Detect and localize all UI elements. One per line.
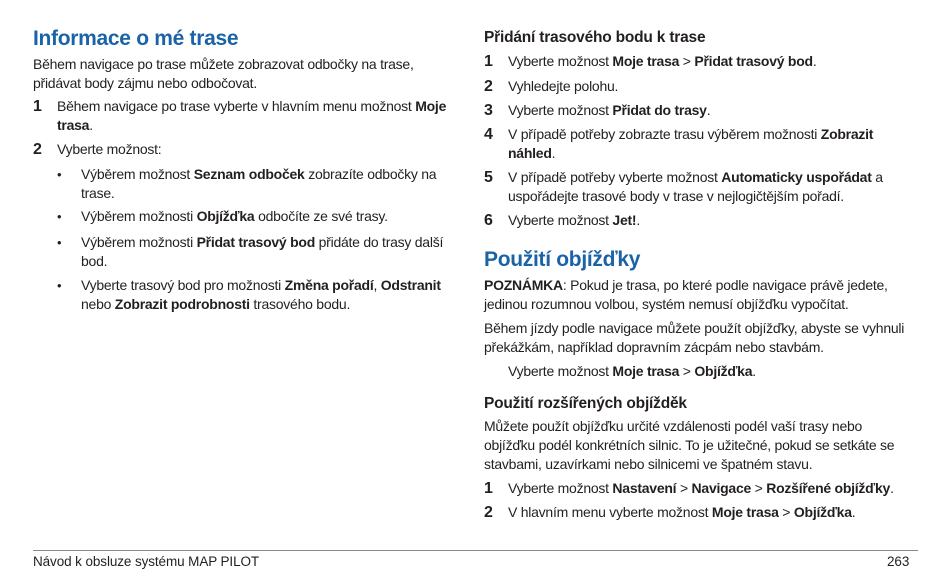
- step-text: Vyberte možnost: [508, 102, 613, 118]
- bullet-text: Vyberte trasový bod pro možnosti: [81, 277, 285, 293]
- bullet-text: zobrazíte odbočky na: [304, 166, 437, 182]
- step-text: >: [679, 363, 695, 379]
- step-option: Objížďka: [694, 363, 753, 379]
- step-option: Jet!: [612, 212, 637, 228]
- note-line-1: [484, 276, 888, 295]
- waypoint-step-5-line-1: [508, 168, 883, 187]
- step-text: .: [890, 480, 894, 496]
- step-number: 2: [33, 141, 42, 158]
- bullet-1-line-1: [81, 165, 436, 184]
- footer-divider: [33, 550, 918, 551]
- step-text: .: [706, 102, 711, 118]
- bullet-3-line-2: bod.: [81, 253, 108, 269]
- bullet-mark: •: [57, 278, 62, 293]
- step-number: 4: [484, 126, 493, 143]
- step-option: Přidat trasový bod: [694, 53, 813, 69]
- step-number: 6: [484, 212, 493, 229]
- bullet-option: Objížďka: [196, 208, 255, 224]
- heading-add-waypoint: Přidání trasového bodu k trase: [484, 29, 706, 46]
- note-text: : Pokud je trasa, po které podle navigace právě jedete,: [562, 277, 888, 293]
- bullet-text: trasového bodu.: [249, 296, 351, 312]
- bullet-text: Výběrem možnost: [81, 166, 194, 182]
- bullet-option: Přidat trasový bod: [196, 234, 315, 250]
- step-option: Zobrazit: [820, 126, 874, 142]
- step-option: trasa: [57, 117, 90, 133]
- step-text: Vyberte možnost: [508, 480, 613, 496]
- step-option: Přidat do trasy: [612, 102, 707, 118]
- waypoint-step-6: [508, 211, 640, 230]
- bullet-mark: •: [57, 167, 62, 182]
- step-text: >: [778, 504, 794, 520]
- waypoint-step-3: [508, 101, 710, 120]
- note-line-2: jedinou rozumnou volbou, systém nemusí objížďku vypočítat.: [484, 296, 849, 312]
- step-option: Moje trasa: [612, 363, 680, 379]
- step-option: náhled: [508, 145, 552, 161]
- step-text: .: [89, 117, 93, 133]
- bullet-1-line-2: trase.: [81, 185, 115, 201]
- step-number: 2: [484, 78, 493, 95]
- waypoint-step-2: Vyhledejte polohu.: [508, 78, 619, 94]
- step-number: 2: [484, 504, 493, 521]
- step-text: V hlavním menu vyberte možnost: [508, 504, 712, 520]
- waypoint-step-5-line-2: uspořádejte trasové body v trase v nejlogičtějším pořadí.: [508, 188, 844, 204]
- step-option: Moje trasa: [612, 53, 680, 69]
- waypoint-step-4-line-1: [508, 125, 873, 144]
- bullet-mark: •: [57, 235, 62, 250]
- bullet-option: Odstranit: [380, 277, 441, 293]
- step-option: Automaticky uspořádat: [721, 169, 872, 185]
- bullet-text: Výběrem možnosti: [81, 208, 197, 224]
- step-text: >: [676, 480, 692, 496]
- bullet-text: nebo: [81, 296, 115, 312]
- step-text: Během navigace po trase vyberte v hlavním menu možnost: [57, 98, 416, 114]
- section-title-route-info: Informace o mé trase: [33, 27, 239, 50]
- step-number: 3: [484, 102, 493, 119]
- step-option: Moje: [415, 98, 447, 114]
- step-number: 1: [484, 53, 493, 70]
- step-option: Navigace: [691, 480, 752, 496]
- bullet-4-line-1: [81, 276, 441, 295]
- bullet-4-line-2: [81, 295, 350, 314]
- step-text: .: [812, 53, 817, 69]
- detour-para-line-2: překážkám, například dopravním zácpám nebo stavbám.: [484, 339, 824, 355]
- bullet-text: ,: [373, 277, 381, 293]
- bullet-option: Změna pořadí: [284, 277, 374, 293]
- step-text: >: [679, 53, 695, 69]
- bullet-text: přidáte do trasy další: [315, 234, 444, 250]
- bullet-mark: •: [57, 209, 62, 224]
- advanced-step-2: [508, 503, 855, 522]
- step-text: V případě potřeby zobrazte trasu výběrem možnosti: [508, 126, 821, 142]
- section-title-detour: Použití objížďky: [484, 248, 641, 271]
- step-text: >: [751, 480, 767, 496]
- heading-advanced-detours: Použití rozšířených objížděk: [484, 395, 687, 412]
- footer-manual-title: Návod k obsluze systému MAP PILOT: [33, 554, 260, 569]
- step-number: 5: [484, 169, 493, 186]
- bullet-3-line-1: [81, 233, 443, 252]
- step-text: V případě potřeby vyberte možnost: [508, 169, 722, 185]
- waypoint-step-1: [508, 52, 816, 71]
- bullet-text: Výběrem možnosti: [81, 234, 197, 250]
- step-text: .: [752, 363, 756, 379]
- detour-para-line-1: Během jízdy podle navigace můžete použít objížďky, abyste se vyhnuli: [484, 320, 905, 336]
- advanced-para-line-1: Můžete použít objížďku určité vzdálenosti podél vaší trasy nebo: [484, 418, 863, 434]
- advanced-step-1: [508, 479, 894, 498]
- bullet-option: Zobrazit podrobnosti: [114, 296, 250, 312]
- step-text: Vyberte možnost: [508, 53, 613, 69]
- detour-instruction: [508, 362, 756, 381]
- waypoint-step-4-line-2: [508, 144, 555, 163]
- step-option: Rozšířené objížďky: [766, 480, 891, 496]
- step-text: a: [871, 169, 883, 185]
- step-1-line-1: [57, 97, 446, 116]
- bullet-option: Seznam odboček: [193, 166, 305, 182]
- step-option: Nastavení: [612, 480, 677, 496]
- bullet-2-line-1: [81, 207, 388, 226]
- step-text: Vyberte možnost: [508, 363, 613, 379]
- step-text: .: [851, 504, 856, 520]
- step-text: Vyberte možnost: [508, 212, 613, 228]
- intro-line-1: Během navigace po trase můžete zobrazovat odbočky na trase,: [33, 56, 414, 72]
- bullet-text: odbočíte ze své trasy.: [254, 208, 388, 224]
- step-1-line-2: [57, 116, 93, 135]
- step-number: 1: [484, 480, 493, 497]
- step-text: .: [636, 212, 640, 228]
- note-label: POZNÁMKA: [484, 277, 563, 293]
- page-number: 263: [887, 554, 910, 569]
- intro-line-2: přidávat body zájmu nebo odbočovat.: [33, 75, 257, 91]
- step-option: Objížďka: [793, 504, 852, 520]
- step-number: 1: [33, 98, 42, 115]
- advanced-para-line-2: objížďku podél konkrétních silnic. To je užitečné, pokud se setkáte se: [484, 437, 895, 453]
- step-option: Moje trasa: [711, 504, 779, 520]
- step-2-text: Vyberte možnost:: [57, 141, 162, 157]
- step-text: .: [551, 145, 556, 161]
- advanced-para-line-3: stavbami, uzavírkami nebo silnicemi ve špatném stavu.: [484, 456, 813, 472]
